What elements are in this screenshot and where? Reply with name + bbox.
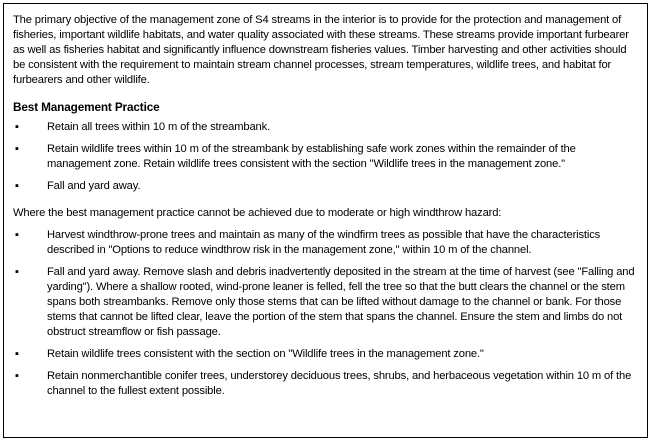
bullet-icon: ▪ [15, 229, 19, 241]
bmp-list-item [13, 120, 637, 135]
list-item-text: Retain nonmerchantible conifer trees, understorey deciduous trees, shrubs, and herbaceous vegetation within 10 m of the channel to the fullest extent possible. [47, 370, 632, 397]
list-item-text: Fall and yard away. [47, 180, 141, 192]
windthrow-intro: Where the best management practice cannot be achieved due to moderate or high windthrow hazard: [13, 207, 502, 219]
windthrow-list-item [13, 369, 637, 399]
bullet-icon: ▪ [15, 143, 19, 155]
windthrow-list [13, 228, 637, 399]
bmp-list-item [13, 179, 637, 194]
bullet-icon: ▪ [15, 348, 19, 360]
windthrow-list-item [13, 228, 637, 258]
windthrow-list-item [13, 265, 637, 340]
bullet-icon: ▪ [15, 370, 19, 382]
bullet-icon: ▪ [15, 180, 19, 192]
list-item-text: Retain wildlife trees within 10 m of the streambank by establishing safe work zones within the remainder of the management zone. Retain wildlife trees consistent with the section "Wildlife trees in the management zone." [47, 143, 576, 170]
document-box [3, 3, 648, 438]
intro-paragraph: The primary objective of the management zone of S4 streams in the interior is to provide for the protection and management of fisheries, important wildlife habitats, and water quality associated with these streams. These streams provide important furbearer as well as fisheries habitat and significantly influence downstream fisheries values. Timber harvesting and other activities should be consistent with the requirement to maintain stream channel processes, stream temperatures, wildlife trees, and habitat for furbearers and other wildlife. [13, 14, 629, 86]
windthrow-list-item [13, 347, 637, 362]
bullet-icon: ▪ [15, 266, 19, 278]
bmp-heading: Best Management Practice [13, 100, 160, 114]
list-item-text: Retain wildlife trees consistent with the section on "Wildlife trees in the management zone." [47, 348, 484, 360]
bmp-list-item [13, 142, 637, 172]
list-item-text: Harvest windthrow-prone trees and maintain as many of the windfirm trees as possible that have the characteristics described in "Options to reduce windthrow risk in the management zone," within 10 m of the channel. [47, 229, 601, 256]
list-item-text: Retain all trees within 10 m of the streambank. [47, 121, 271, 133]
bullet-icon: ▪ [15, 121, 19, 133]
list-item-text: Fall and yard away. Remove slash and debris inadvertently deposited in the stream at the time of harvest (see "Falling and yarding"). Where a shallow rooted, wind-prone leaner is felled, fell the tree so that the butt clears the channel or the stem spans both streambanks. Remove only those stems that can be lifted without damage to the channel or bank. For those stems that cannot be lifted clear, leave the portion of the stem that spans the channel. Ensure the stem and limbs do not obstruct streamflow or fish passage. [47, 266, 635, 338]
bmp-list [13, 120, 637, 194]
